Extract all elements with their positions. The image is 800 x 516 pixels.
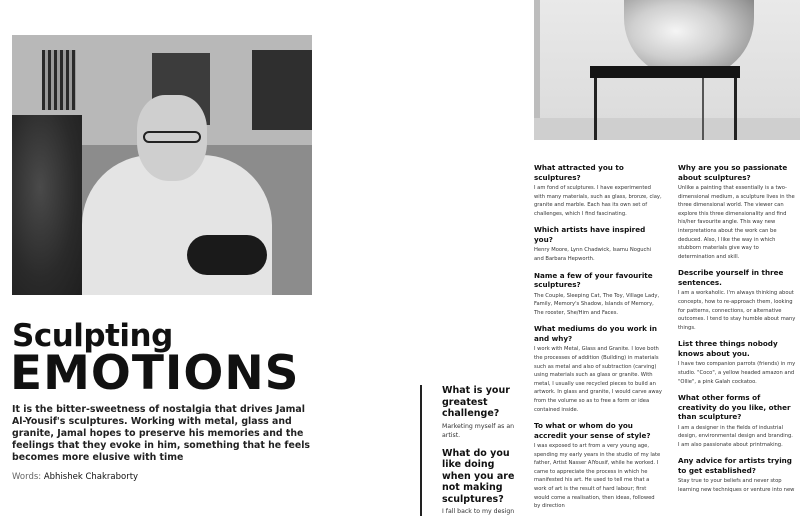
question: What other forms of creativity do you like, other than sculpture? <box>678 393 791 422</box>
answer: The Couple, Sleeping Cat, The Toy, Village Lady, Family, Memory's Shadow, Islands of Memory, The rooster, She/Him and Faces. <box>534 292 660 316</box>
question: To what or whom do you accredit your sense of style? <box>534 421 651 440</box>
answer: I was exposed to art from a very young age, spending my early years in the studio of my late father, Artist Nasser AlYousif, while he worked. I came to appreciate the process in which he manifested his art. He used to tell me that a work of art is the result of hard labour; first would come a realisation, then ideas, followed by direction <box>534 443 661 510</box>
answer: I have two companion parrots (friends) in my studio. "Coco", a yellow headed amazon and "Ollie", a pink Galah cockatoo. <box>678 361 796 385</box>
qa-column-left <box>534 163 662 511</box>
answer: I work with Metal, Glass and Granite. I love both the processes of addition (Building) in materials such as metal and also of subtraction (carving) using materials such as glass or granite. With metal, I usually use recycled pieces to build an artwork. In glass and granite, I would carve away from the volume so as to free a form or idea contained inside. <box>534 346 662 413</box>
byline <box>12 472 138 482</box>
question: What mediums do you work in and why? <box>534 324 658 343</box>
article-standfirst: It is the bitter-sweetness of nostalgia that drives Jamal Al-Yousif's sculptures. Working with metal, glass and granite, Jamal hopes to preserve his memories and the feelings that they evoke in him, something that he feels becomes more elusive with time <box>12 404 310 463</box>
qa-column-right <box>678 163 796 495</box>
answer: Stay true to your beliefs and never stop learning new techniques or venture into new <box>678 478 795 493</box>
question: Describe yourself in three sentences. <box>678 268 784 287</box>
article-title-line1: Sculpting <box>12 318 173 354</box>
question: Any advice for artists trying to get established? <box>678 456 792 475</box>
article-title-line2: EMOTIONS <box>10 346 300 401</box>
question: What do you like doing when you are not making sculptures? <box>442 447 515 505</box>
portrait-photo <box>12 35 312 293</box>
byline-label: Words: <box>12 472 42 482</box>
question: What is your greatest challenge? <box>442 385 510 419</box>
answer: I am a designer in the fields of industrial design, environmental design and branding. I am also passionate about printmaking. <box>678 424 793 448</box>
question: Which artists have inspired you? <box>534 225 646 244</box>
sculpture-photo <box>534 0 800 140</box>
answer: Marketing myself as an artist. <box>442 422 515 439</box>
question: Name a few of your favourite sculptures? <box>534 270 653 290</box>
answer: I am a workaholic. I'm always thinking about concepts, how to re-approach them, looking for patterns, connections, or alternative outcomes. I tend to stay humble about many things. <box>678 290 796 331</box>
answer: Unlike a painting that essentially is a two-dimensional medium, a sculpture lives in the three dimensional world. The viewer can explore this three dimensionality and find his/her favourite angle. This way new interpretations about the work can be deduced. Also, I like the way in which stubborn materials give way to determination and skill. <box>678 185 795 260</box>
question: Why are you so passionate about sculptures? <box>678 163 788 182</box>
answer: I am fond of sculptures. I have experimented with many materials, such as glass, bronze, clay, granite and marble. Each has its own set of challenges, which I find fascinating. <box>534 185 662 217</box>
question: What attracted you to sculptures? <box>534 163 624 182</box>
byline-author: Abhishek Chakraborty <box>43 472 139 482</box>
question: List three things nobody knows about you. <box>678 339 778 358</box>
answer: I fall back to my design <box>442 508 515 515</box>
mid-qa-column <box>420 385 515 516</box>
answer: Henry Moore, Lynn Chadwick, Isamu Noguchi and Barbara Hepworth. <box>534 247 652 262</box>
